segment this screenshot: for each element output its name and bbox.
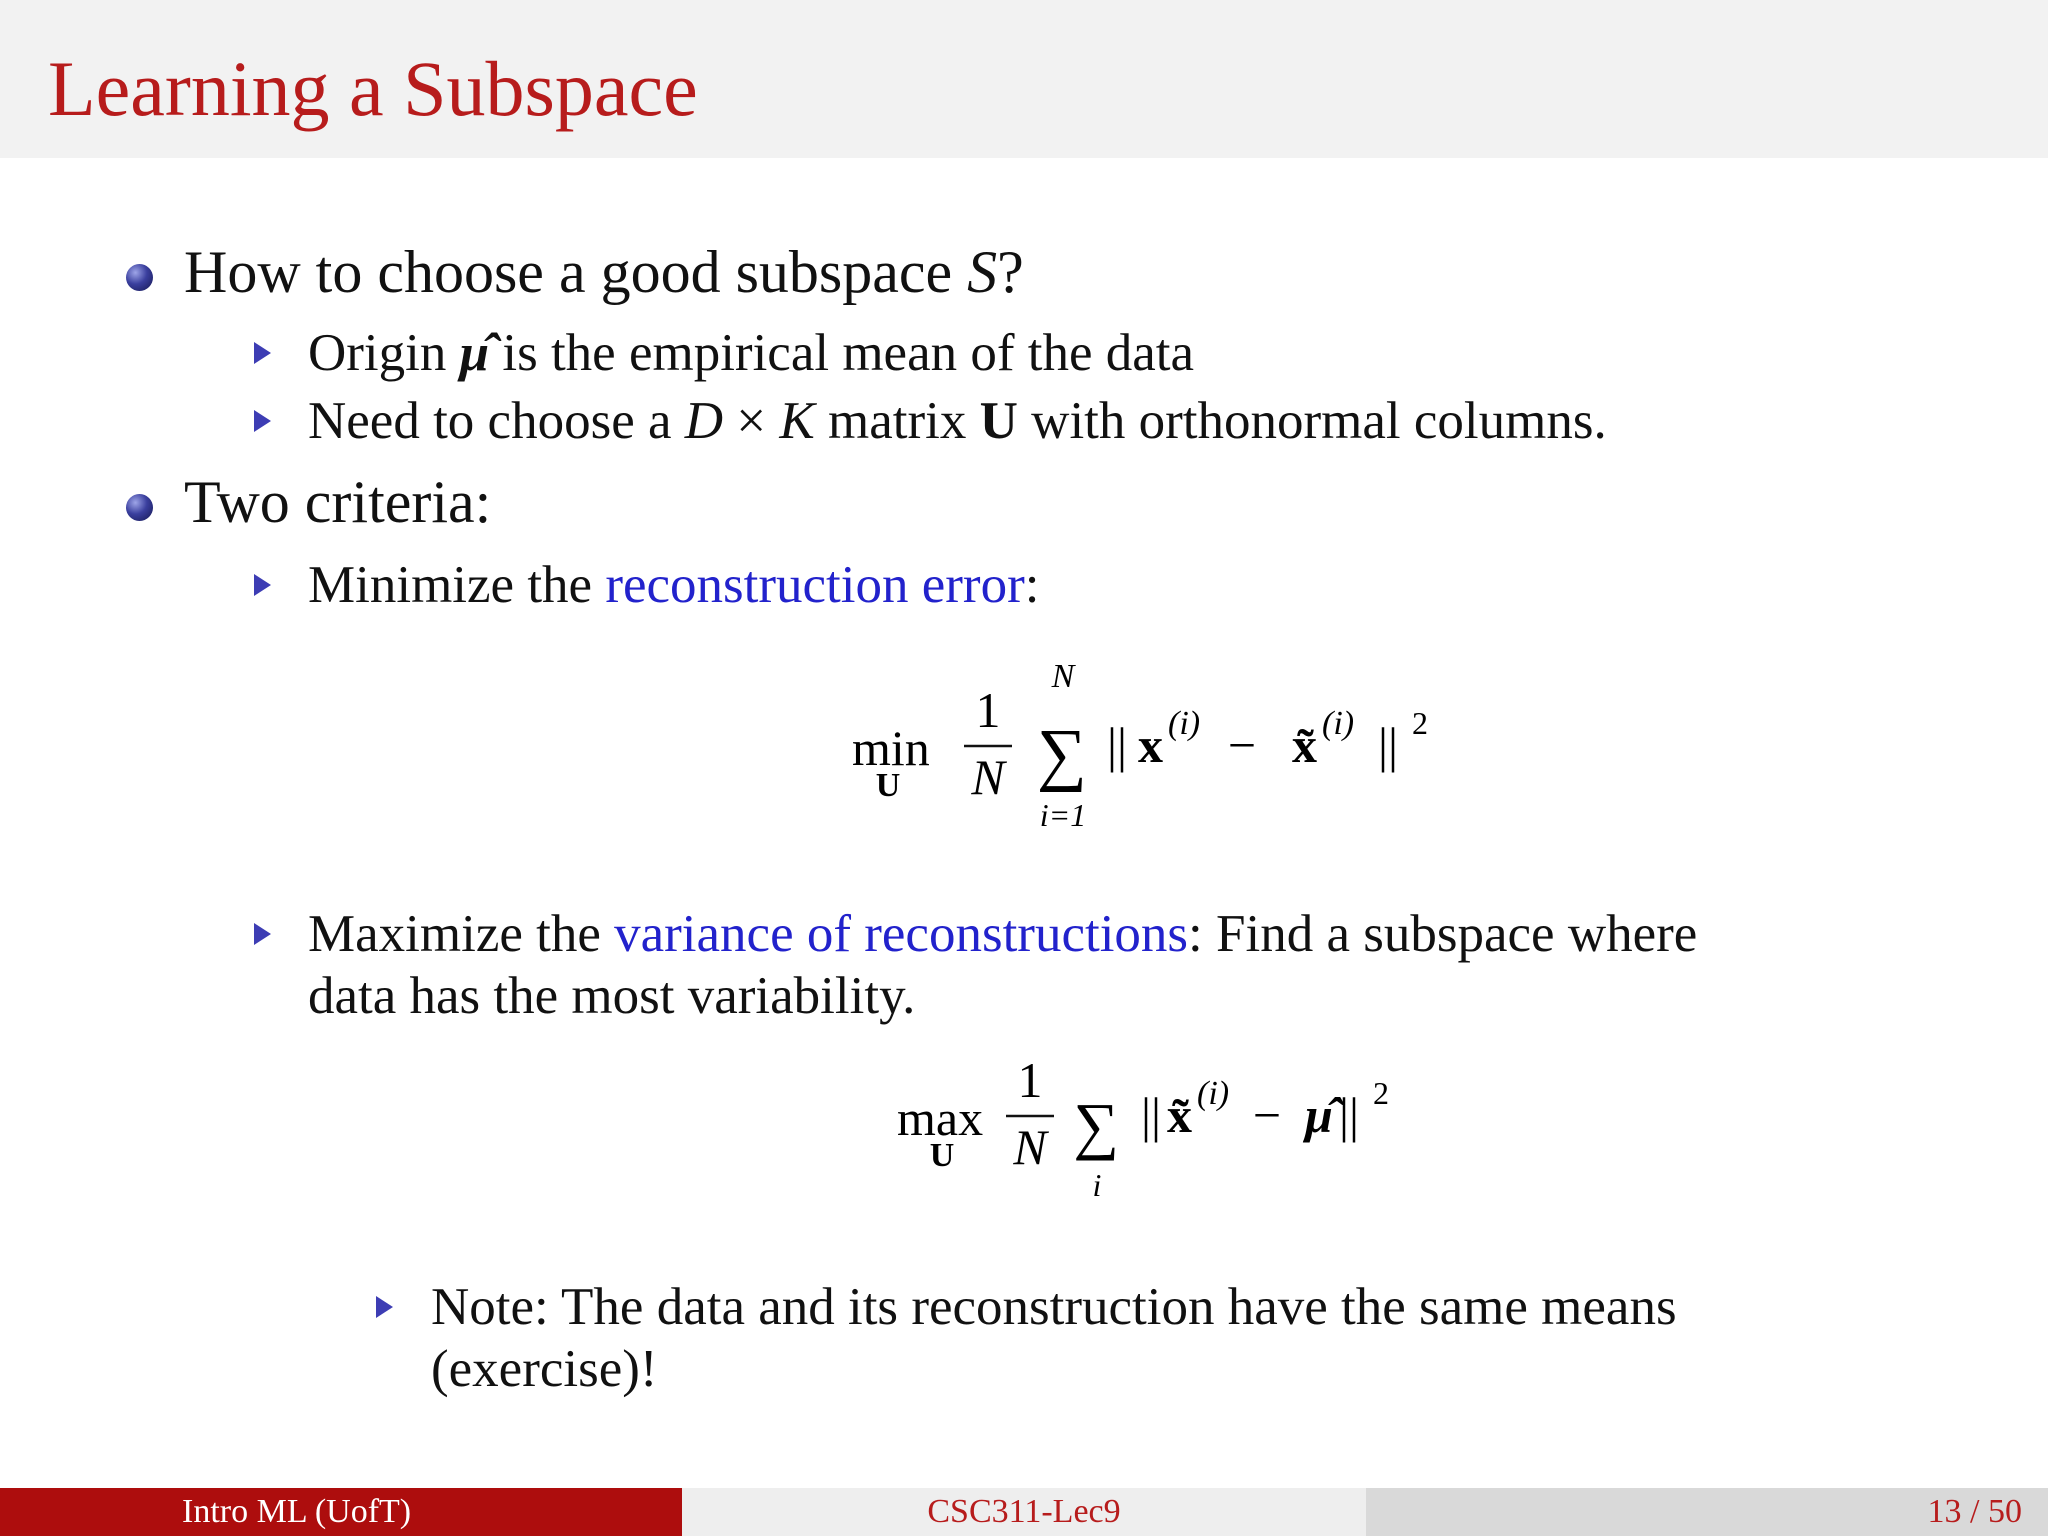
mu-hat-symbol: μ̂ [459, 324, 490, 382]
eq-sum-symbol: ∑ [1037, 716, 1087, 793]
eq-mu-hat: μ̂ [1305, 1087, 1333, 1143]
sub-bullet-text: Origin [308, 324, 460, 382]
k-symbol: K [779, 392, 815, 450]
times-symbol: × [723, 392, 780, 450]
footer-page-number: 13 / 50 [1927, 1493, 2022, 1530]
footer-course-segment [682, 1488, 1366, 1536]
eq-frac-denominator: N [1013, 1119, 1047, 1175]
reconstruction-error-term: reconstruction error [605, 556, 1025, 614]
bullet-choose-subspace [184, 237, 1024, 307]
d-symbol: D [684, 392, 724, 450]
sub-bullet-note: Note: The data and its reconstruction have the same means [431, 1278, 1677, 1336]
eq-max-operator: max [897, 1090, 984, 1146]
footer-course: CSC311-Lec9 [927, 1493, 1121, 1530]
triangle-bullet-icon [254, 410, 271, 432]
bullet-text-end: ? [997, 239, 1024, 305]
eq-power: 2 [1412, 705, 1428, 741]
sub-bullet-note-line2: (exercise)! [431, 1340, 658, 1398]
eq-x-tilde: x̃ [1167, 1087, 1192, 1143]
slide-footer [0, 1488, 2048, 1536]
u-symbol: U [979, 392, 1018, 450]
bullet-two-criteria: Two criteria: [184, 469, 492, 535]
bullet-ball-icon [126, 264, 153, 291]
triangle-bullet-icon [254, 923, 271, 945]
sub-bullet-text: Minimize the [308, 556, 606, 614]
eq-frac-numerator: 1 [975, 682, 1001, 738]
bullet-ball-icon [126, 494, 153, 521]
slide-header [0, 0, 2048, 158]
triangle-bullet-icon [254, 574, 271, 596]
sub-bullet-maximize [308, 903, 1697, 965]
eq-x-superscript: (i) [1168, 705, 1201, 742]
sub-bullet-origin [308, 322, 1194, 384]
eq-norm-open: || [1141, 1087, 1162, 1143]
footer-author: Intro ML (UofT) [182, 1493, 412, 1530]
eq-x: x [1138, 717, 1163, 773]
equation-min-reconstruction-error [850, 660, 1450, 840]
eq-minus: − [1252, 1087, 1282, 1143]
equation-svg [895, 1052, 1415, 1215]
footer-author-segment [0, 1488, 682, 1536]
eq-power: 2 [1373, 1075, 1389, 1111]
eq-frac-numerator: 1 [1017, 1052, 1043, 1108]
triangle-bullet-icon [376, 1296, 393, 1318]
eq-sum-lower: i [1092, 1167, 1102, 1203]
sub-bullet-text: with orthonormal columns. [1017, 392, 1607, 450]
eq-x-tilde-superscript: (i) [1322, 705, 1355, 742]
subspace-symbol: S [967, 239, 998, 305]
sub-bullet-text: Maximize the [308, 905, 615, 963]
eq-x-tilde-superscript: (i) [1197, 1075, 1230, 1112]
eq-min-operator: min [852, 720, 930, 776]
eq-sum-upper: N [1051, 658, 1075, 695]
eq-min-subscript: U [875, 767, 901, 804]
equation-max-variance [895, 1052, 1415, 1215]
sub-bullet-text: Need to choose a [308, 392, 685, 450]
sub-bullet-maximize-line2: data has the most variability. [308, 967, 916, 1025]
sub-bullet-matrix [308, 390, 1607, 452]
sub-bullet-text: : Find a subspace where [1188, 905, 1698, 963]
eq-frac-denominator: N [971, 749, 1005, 805]
sub-bullet-minimize [308, 554, 1039, 616]
eq-minus: − [1227, 717, 1257, 773]
sub-bullet-text: matrix [814, 392, 980, 450]
equation-svg [850, 660, 1450, 840]
eq-norm-close: || [1339, 1087, 1360, 1143]
variance-of-reconstructions-term: variance of reconstructions [614, 905, 1189, 963]
eq-max-subscript: U [929, 1137, 955, 1174]
sub-bullet-text: is the empirical mean of the data [489, 324, 1195, 382]
eq-sum-lower: i=1 [1039, 797, 1087, 833]
triangle-bullet-icon [254, 342, 271, 364]
eq-sum-symbol: ∑ [1073, 1090, 1119, 1161]
footer-page-segment [1366, 1488, 2048, 1536]
sub-bullet-text: : [1024, 556, 1040, 614]
eq-x-tilde: x̃ [1292, 717, 1317, 773]
bullet-text: How to choose a good subspace [184, 239, 968, 305]
eq-norm-open: || [1107, 717, 1128, 773]
eq-norm-close: || [1378, 717, 1399, 773]
slide-title: Learning a Subspace [48, 45, 698, 132]
